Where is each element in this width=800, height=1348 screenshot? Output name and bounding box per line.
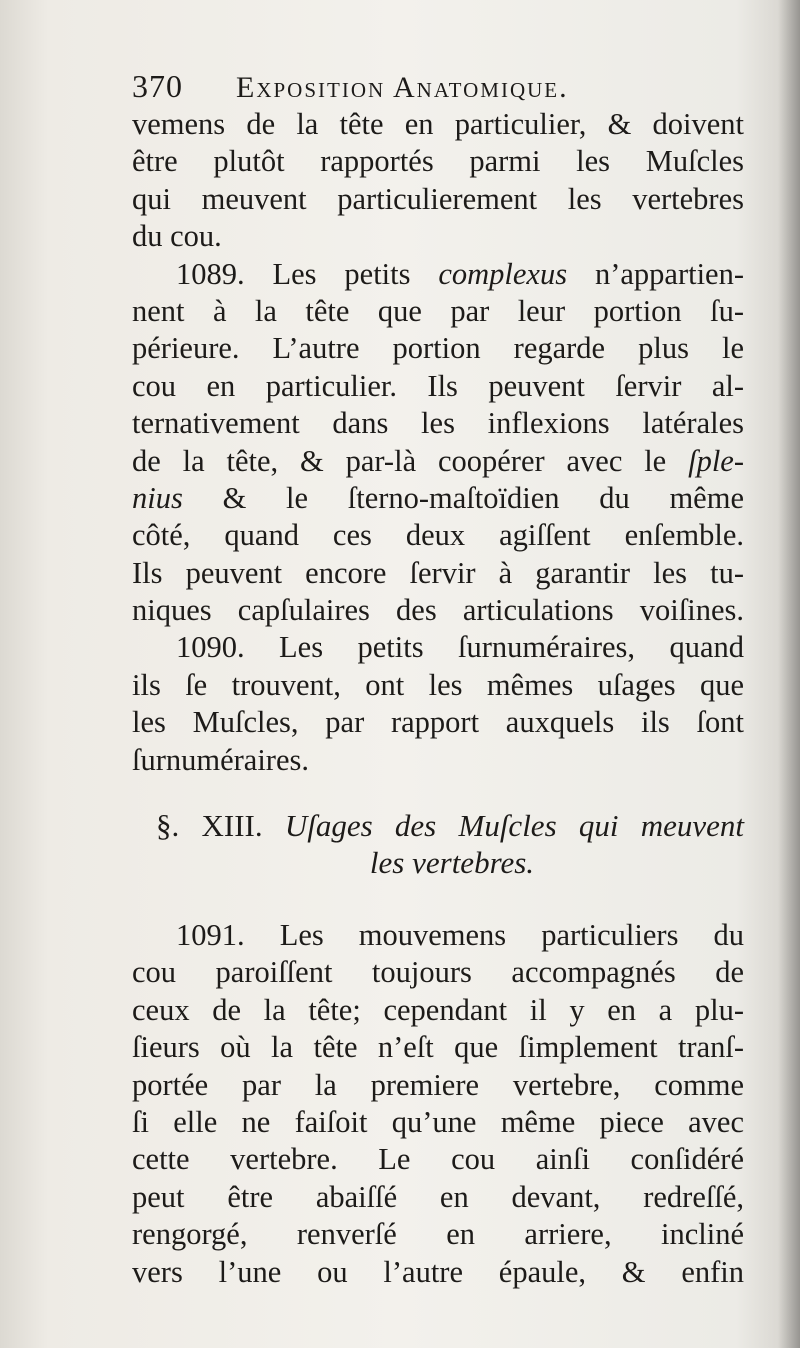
italic-term: ſple- — [688, 443, 744, 478]
text-line: ſurnuméraires. — [132, 742, 309, 777]
section-title-line2: les vertebres. — [369, 845, 535, 881]
italic-term: complexus — [438, 256, 568, 291]
text-line: Ils peuvent encore ſervir à garantir les tu- — [132, 555, 744, 590]
text-line — [132, 443, 744, 480]
text-line: ternativement dans les inflexions latérales — [132, 406, 744, 441]
section-mark: §. XIII. — [156, 808, 263, 844]
text-line: les Muſcles, par rapport auxquels ils ſont — [132, 705, 744, 740]
text-line: côté, quand ces deux agiſſent enſemble. — [132, 518, 744, 553]
text-line: rengorgé, renverſé en arriere, incliné — [132, 1217, 744, 1252]
page-edge-shadow — [778, 0, 800, 1348]
page-number: 370 — [132, 68, 183, 104]
paragraph-number: 1090. — [176, 630, 245, 665]
text-line: du cou. — [132, 219, 222, 254]
text-span: Les petits — [244, 256, 439, 291]
paragraph-1091-first-line — [132, 917, 744, 954]
paragraph-number: 1091. — [176, 918, 245, 953]
text-line: cou en particulier. Ils peuvent ſervir al- — [132, 368, 744, 403]
text-line: peut être abaiſſé en devant, redreſſé, — [132, 1179, 744, 1214]
text-line: portée par la premiere vertebre, comme — [132, 1067, 744, 1102]
paragraph-1089-first-line — [132, 256, 744, 293]
text-span: & le ſterno-maſtoïdien du même — [182, 480, 744, 515]
text-line: cou paroiſſent toujours accompagnés de — [132, 955, 744, 990]
text-line: vers l’une ou l’autre épaule, & enfin — [132, 1254, 744, 1289]
text-line: ſi elle ne faiſoit qu’une même piece avec — [132, 1104, 744, 1139]
text-block — [132, 66, 744, 1291]
running-head — [132, 66, 744, 106]
text-line: être plutôt rapportés parmi les Muſcles — [132, 144, 744, 179]
paragraph-number: 1089. — [176, 256, 245, 291]
paragraph-1090-first-line — [132, 629, 744, 666]
text-line: nent à la tête que par leur portion ſu- — [132, 293, 744, 328]
text-line: niques capſulaires des articulations voiſines. — [132, 593, 744, 628]
text-line — [132, 480, 744, 517]
italic-term: nius — [132, 480, 183, 515]
text-line: ceux de la tête; cependant il y en a plu- — [132, 992, 744, 1027]
text-span: de la tête, & par-là coopérer avec le — [132, 443, 689, 478]
text-line: ils ſe trouvent, ont les mêmes uſages que — [132, 667, 744, 702]
text-span: Les petits ſurnuméraires, quand — [244, 630, 744, 665]
text-span: n’appartien- — [567, 256, 744, 291]
section-heading — [132, 807, 744, 844]
text-line: ſieurs où la tête n’eſt que ſimplement tranſ- — [132, 1030, 744, 1065]
text-span: Les mouvemens particuliers du — [244, 918, 744, 953]
text-line: vemens de la tête en particulier, & doivent — [132, 107, 744, 141]
running-title: Exposition Anatomique. — [236, 71, 569, 104]
text-line: périeure. L’autre portion regarde plus le — [132, 331, 744, 366]
text-line: cette vertebre. Le cou ainſi conſidéré — [132, 1142, 744, 1177]
section-title-line1: Uſages des Muſcles qui meuvent — [284, 808, 745, 844]
text-line: qui meuvent particulierement les vertebres — [132, 181, 744, 216]
